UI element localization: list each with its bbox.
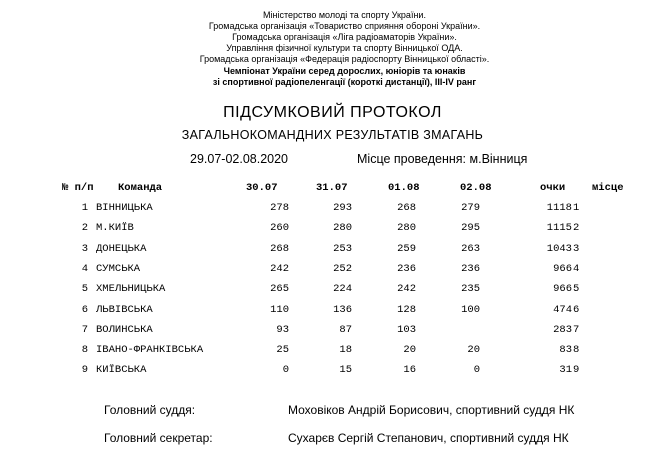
table-cell-d3: 259 (397, 243, 416, 255)
table-cell-d4: 279 (461, 202, 480, 214)
table-cell-n: 4 (81, 263, 88, 275)
table-cell-points: 966 (553, 283, 572, 295)
table-cell-n: 7 (81, 324, 88, 336)
table-cell-d1: 278 (270, 202, 289, 214)
table-cell-n: 1 (81, 202, 88, 214)
table-cell-team: М.КИЇВ (96, 222, 134, 234)
table-cell-n: 6 (81, 304, 88, 316)
table-cell-place: 5 (573, 283, 580, 295)
table-cell-d1: 260 (270, 222, 289, 234)
table-cell-place: 3 (573, 243, 580, 255)
table-cell-place: 8 (573, 344, 580, 356)
table-cell-d1: 93 (276, 324, 289, 336)
table-cell-place: 1 (573, 202, 580, 214)
col-header-d4: 02.08 (460, 182, 492, 194)
table-cell-team: ІВАНО-ФРАНКІВСЬКА (96, 344, 204, 356)
table-cell-d2: 15 (339, 364, 352, 376)
col-header-points: очки (540, 182, 566, 194)
table-cell-team: ЛЬВІВСЬКА (96, 304, 153, 316)
table-cell-d2: 280 (333, 222, 352, 234)
table-cell-team: СУМСЬКА (96, 263, 141, 275)
chief-judge-name: Моховіков Андрій Борисович, спортивний суддя НК (288, 403, 575, 417)
col-header-d2: 31.07 (316, 182, 348, 194)
table-cell-d4: 0 (473, 364, 480, 376)
table-cell-d2: 136 (333, 304, 352, 316)
table-cell-place: 2 (573, 222, 580, 234)
header-line-5: Громадська організація «Федерація радіоспорту Вінницької області». (199, 54, 490, 64)
table-cell-team: ХМЕЛЬНИЦЬКА (96, 283, 166, 295)
table-cell-d3: 128 (397, 304, 416, 316)
table-cell-n: 8 (81, 344, 88, 356)
table-cell-points: 283 (553, 324, 572, 336)
table-cell-d1: 242 (270, 263, 289, 275)
championship-line-1: Чемпіонат України серед дорослих, юніорів та юнаків (223, 66, 466, 76)
table-cell-n: 3 (81, 243, 88, 255)
table-cell-d4: 100 (461, 304, 480, 316)
table-cell-d1: 0 (282, 364, 289, 376)
table-cell-d4: 263 (461, 243, 480, 255)
table-cell-place: 7 (573, 324, 580, 336)
table-cell-place: 4 (573, 263, 580, 275)
table-cell-n: 5 (81, 283, 88, 295)
table-cell-place: 9 (573, 364, 580, 376)
header-line-1: Міністерство молоді та спорту України. (263, 10, 426, 20)
chief-secretary-role: Головний секретар: (104, 431, 213, 445)
page-title: ПІДСУМКОВИЙ ПРОТОКОЛ (223, 104, 442, 121)
table-cell-n: 2 (81, 222, 88, 234)
table-cell-d2: 252 (333, 263, 352, 275)
table-cell-d1: 268 (270, 243, 289, 255)
table-cell-d1: 265 (270, 283, 289, 295)
table-cell-place: 6 (573, 304, 580, 316)
table-cell-team: ДОНЕЦЬКА (96, 243, 147, 255)
table-cell-d3: 268 (397, 202, 416, 214)
table-cell-d4: 235 (461, 283, 480, 295)
table-cell-d4: 20 (467, 344, 480, 356)
table-cell-d3: 16 (403, 364, 416, 376)
table-cell-d3: 20 (403, 344, 416, 356)
table-cell-d2: 253 (333, 243, 352, 255)
table-cell-d3: 236 (397, 263, 416, 275)
col-header-d1: 30.07 (246, 182, 278, 194)
table-cell-points: 1118 (546, 202, 572, 214)
championship-line-2: зі спортивної радіопеленгації (короткі дистанції), ІІІ-ІV ранг (212, 77, 477, 87)
table-cell-points: 83 (559, 344, 572, 356)
table-cell-team: КИЇВСЬКА (96, 364, 147, 376)
table-cell-n: 9 (81, 364, 88, 376)
table-cell-d2: 224 (333, 283, 352, 295)
col-header-team: Команда (118, 182, 163, 194)
col-header-d3: 01.08 (388, 182, 420, 194)
table-cell-team: ВІННИЦЬКА (96, 202, 153, 214)
page-subtitle: ЗАГАЛЬНОКОМАНДНИХ РЕЗУЛЬТАТІВ ЗМАГАНЬ (181, 128, 484, 142)
competition-venue: Місце проведення: м.Вінниця (357, 152, 528, 166)
table-cell-points: 1043 (546, 243, 572, 255)
table-cell-points: 474 (553, 304, 572, 316)
table-cell-d3: 103 (397, 324, 416, 336)
competition-dates: 29.07-02.08.2020 (190, 152, 289, 166)
header-line-2: Громадська організація «Товариство сприяння обороні України». (208, 21, 481, 31)
col-header-num: № п/п (62, 182, 94, 194)
table-cell-team: ВОЛИНСЬКА (96, 324, 153, 336)
table-cell-d1: 110 (270, 304, 289, 316)
header-line-4: Управління фізичної культури та спорту Вінницької ОДА. (226, 43, 463, 53)
col-header-place: місце (592, 182, 624, 194)
table-cell-points: 1115 (546, 222, 572, 234)
table-cell-d4: 236 (461, 263, 480, 275)
table-cell-d2: 87 (339, 324, 352, 336)
table-cell-d3: 242 (397, 283, 416, 295)
chief-secretary-name: Сухарєв Сергій Степанович, спортивний суддя НК (288, 431, 569, 445)
table-cell-points: 966 (553, 263, 572, 275)
table-cell-d2: 18 (339, 344, 352, 356)
table-cell-d1: 25 (276, 344, 289, 356)
header-line-3: Громадська організація «Ліга радіоаматорів України». (232, 32, 457, 42)
table-cell-points: 31 (559, 364, 572, 376)
table-cell-d2: 293 (333, 202, 352, 214)
chief-judge-role: Головний суддя: (104, 403, 196, 417)
table-cell-d4: 295 (461, 222, 480, 234)
table-cell-d3: 280 (397, 222, 416, 234)
